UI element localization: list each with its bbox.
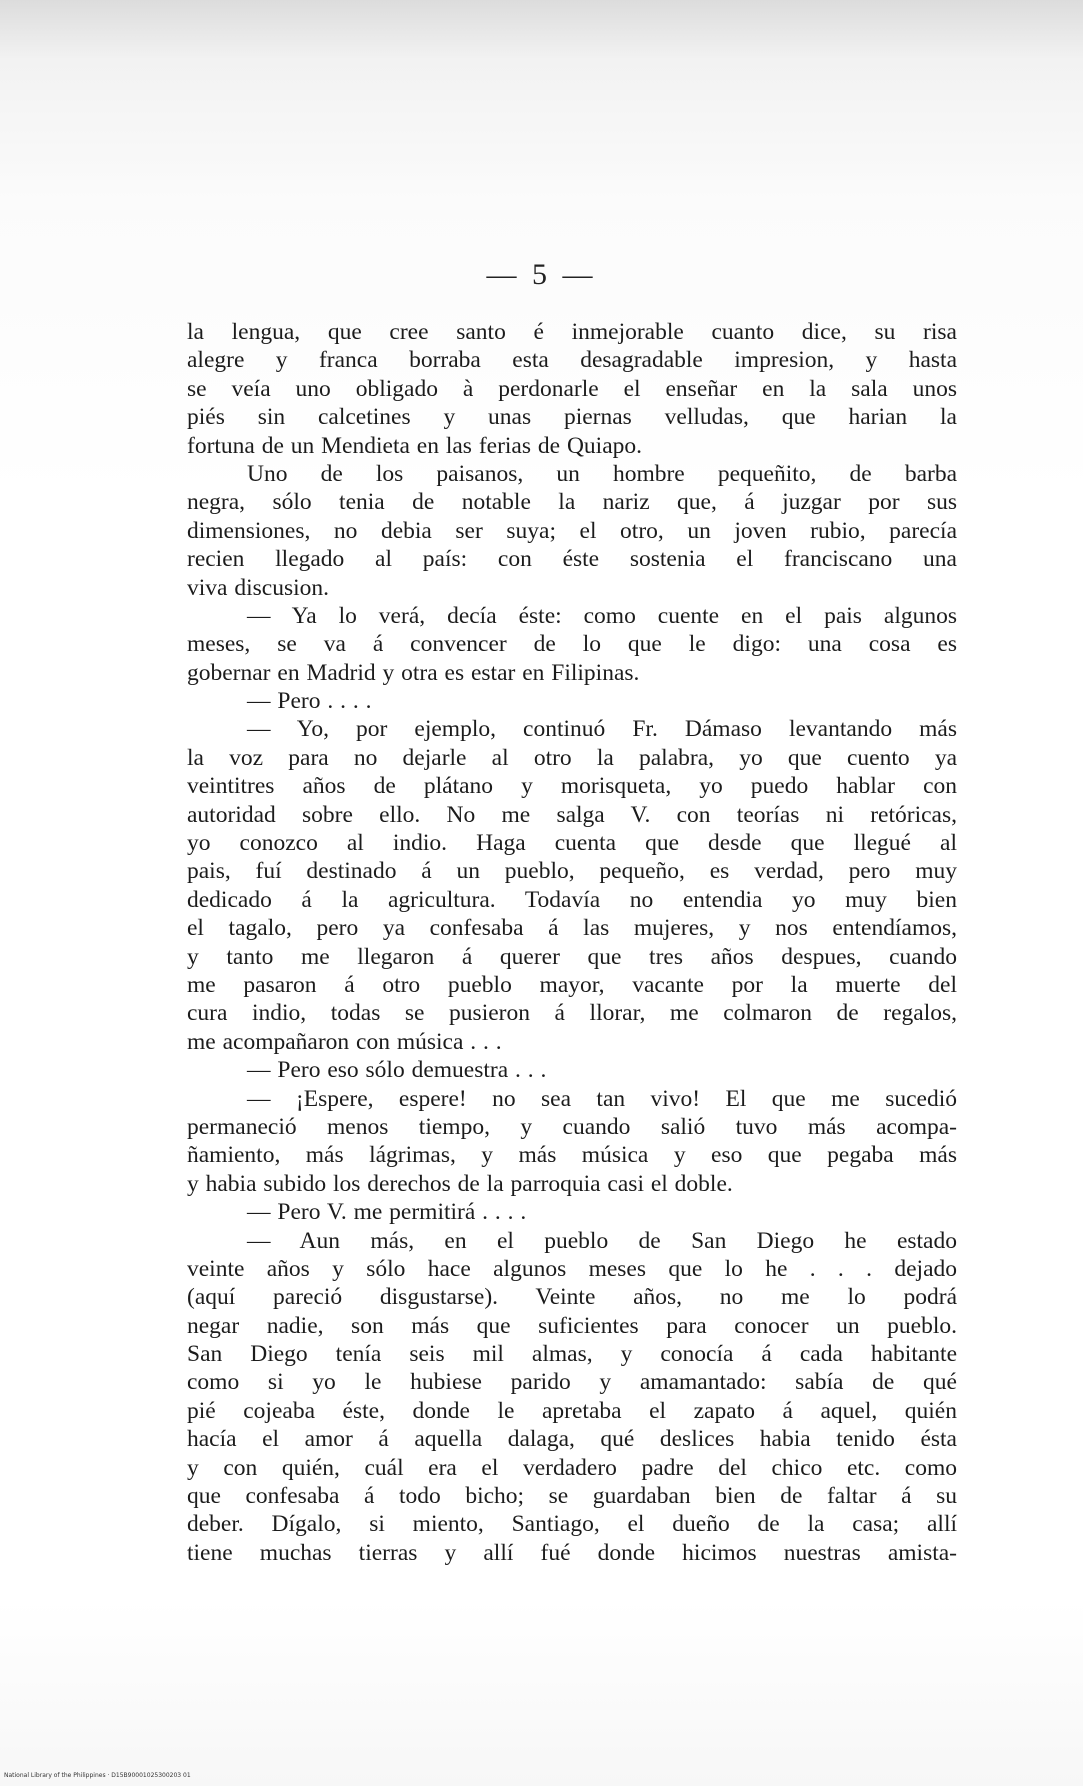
text-line: fortuna de un Mendieta en las ferias de Quiapo. [187,432,642,459]
text-line: — Pero eso sólo demuestra . . . [247,1057,547,1084]
text-line: yo conozco al indio. Haga cuenta que desde que llegué al [187,830,957,857]
text-line: me pasaron á otro pueblo mayor, vacante por la muerte del [187,971,957,998]
text-line: cura indio, todas se pusieron á llorar, me colmaron de regalos, [187,1000,957,1027]
text-line: Uno de los paisanos, un hombre pequeñito, de barba [247,460,957,487]
text-line: gobernar en Madrid y otra es estar en Filipinas. [187,659,640,686]
text-line: alegre y franca borraba esta desagradable impresion, y hasta [187,347,957,374]
text-line: — Pero V. me permitirá . . . . [247,1199,527,1226]
text-line: — Yo, por ejemplo, continuó Fr. Dámaso levantando más [247,716,957,743]
text-line: — Ya lo verá, decía éste: como cuente en el pais algunos [247,602,957,629]
text-line: hacía el amor á aquella dalaga, qué deslices habia tenido ésta [187,1426,957,1453]
text-line: ñamiento, más lágrimas, y más música y eso que pegaba más [187,1142,957,1169]
scan-credit: National Library of the Philippines · D15B90001025300203 01 [4,1772,191,1779]
text-line: veintitres años de plátano y morisqueta, yo puedo hablar con [187,773,957,800]
body-text [187,318,957,1567]
text-line: permaneció menos tiempo, y cuando salió tuvo más acompa- [187,1113,957,1140]
text-line: — Pero . . . . [247,688,372,715]
text-line: y con quién, cuál era el verdadero padre del chico etc. como [187,1454,957,1481]
text-line: como si yo le hubiese parido y amamantado: sabía de qué [187,1369,957,1396]
text-line: y habia subido los derechos de la parroquia casi el doble. [187,1170,733,1197]
text-line: piés sin calcetines y unas piernas velludas, que harian la [187,404,957,431]
text-line: veinte años y sólo hace algunos meses que lo he . . . dejado [187,1255,957,1282]
text-line: San Diego tenía seis mil almas, y conocía á cada habitante [187,1341,957,1368]
text-line: la voz para no dejarle al otro la palabra, yo que cuento ya [187,744,957,771]
text-line: pais, fuí destinado á un pueblo, pequeño, es verdad, pero muy [187,858,957,885]
text-line: el tagalo, pero ya confesaba á las mujeres, y nos entendíamos, [187,915,957,942]
text-line: pié cojeaba éste, donde le apretaba el zapato á aquel, quién [187,1397,957,1424]
text-line: negra, sólo tenia de notable la nariz que, á juzgar por sus [187,489,957,516]
text-line: tiene muchas tierras y allí fué donde hicimos nuestras amista- [187,1539,957,1566]
text-line: negar nadie, son más que suficientes para conocer un pueblo. [187,1312,957,1339]
page-number: — 5 — [486,258,597,291]
text-line: y tanto me llegaron á querer que tres años despues, cuando [187,943,957,970]
text-line: dimensiones, no debia ser suya; el otro, un joven rubio, parecía [187,517,957,544]
text-line: deber. Dígalo, si miento, Santiago, el dueño de la casa; allí [187,1511,957,1538]
text-line: me acompañaron con música . . . [187,1028,502,1055]
text-line: — Aun más, en el pueblo de San Diego he estado [247,1227,957,1254]
text-line: se veía uno obligado à perdonarle el enseñar en la sala unos [187,375,957,402]
text-line: viva discusion. [187,574,329,601]
text-line: — ¡Espere, espere! no sea tan vivo! El que me sucedió [247,1085,957,1112]
text-line: autoridad sobre ello. No me salga V. con teorías ni retóricas, [187,801,957,828]
text-line: meses, se va á convencer de lo que le digo: una cosa es [187,631,957,658]
text-line: recien llegado al país: con éste sostenia el franciscano una [187,546,957,573]
text-line: la lengua, que cree santo é inmejorable cuanto dice, su risa [187,319,957,345]
text-line: que confesaba á todo bicho; se guardaban bien de faltar á su [187,1483,957,1510]
text-line: (aquí pareció disgustarse). Veinte años, no me lo podrá [187,1284,957,1311]
text-line: dedicado á la agricultura. Todavía no entendia yo muy bien [187,886,957,913]
